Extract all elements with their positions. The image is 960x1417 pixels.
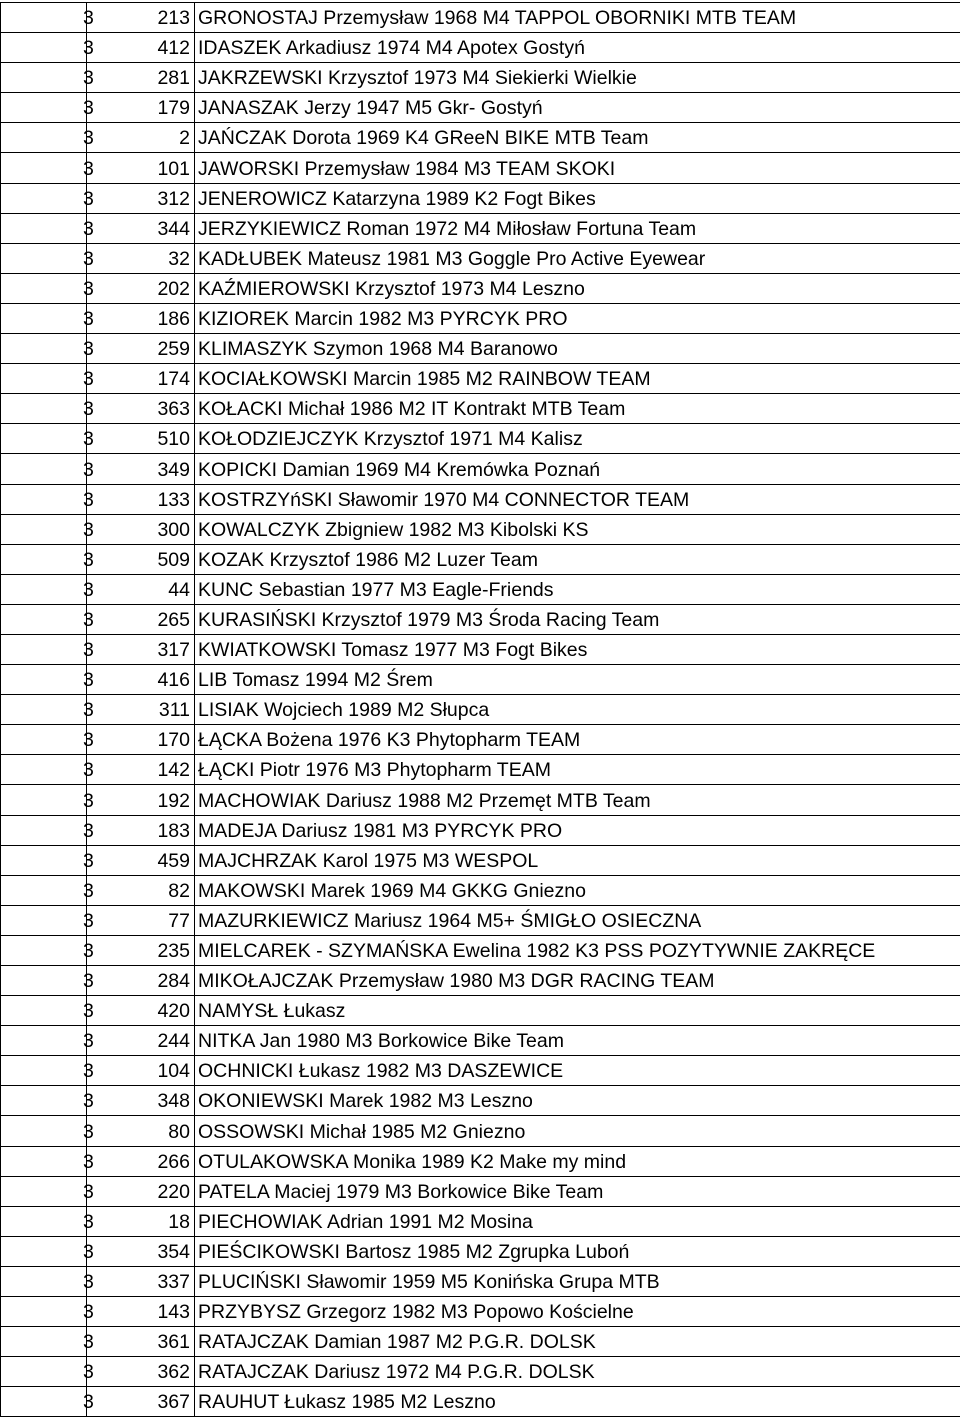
start-number-cell: 80	[87, 1116, 195, 1146]
group-cell: 3	[1, 213, 87, 243]
group-cell: 3	[1, 905, 87, 935]
group-cell: 3	[1, 1116, 87, 1146]
start-number-cell: 44	[87, 574, 195, 604]
participant-entry-cell: LISIAK Wojciech 1989 M2 Słupca	[195, 695, 960, 725]
participant-entry-cell: PIEŚCIKOWSKI Bartosz 1985 M2 Zgrupka Luboń	[195, 1236, 960, 1266]
group-cell: 3	[1, 1357, 87, 1387]
group-cell: 3	[1, 63, 87, 93]
group-cell: 3	[1, 334, 87, 364]
start-number-cell: 265	[87, 604, 195, 634]
table-row	[1, 1026, 960, 1056]
start-number-cell: 311	[87, 695, 195, 725]
group-cell: 3	[1, 33, 87, 63]
participant-entry-cell: RATAJCZAK Dariusz 1972 M4 P.G.R. DOLSK	[195, 1357, 960, 1387]
group-cell: 3	[1, 785, 87, 815]
participant-entry-cell: MAJCHRZAK Karol 1975 M3 WESPOL	[195, 845, 960, 875]
group-cell: 3	[1, 394, 87, 424]
table-row	[1, 1357, 960, 1387]
table-row	[1, 1327, 960, 1357]
group-cell: 3	[1, 153, 87, 183]
group-cell: 3	[1, 1266, 87, 1296]
participants-table	[0, 2, 960, 1417]
table-row	[1, 1266, 960, 1296]
table-row	[1, 725, 960, 755]
start-number-cell: 104	[87, 1056, 195, 1086]
group-cell: 3	[1, 303, 87, 333]
table-row	[1, 905, 960, 935]
start-number-cell: 186	[87, 303, 195, 333]
start-number-cell: 361	[87, 1327, 195, 1357]
participant-entry-cell: PRZYBYSZ Grzegorz 1982 M3 Popowo Kościelne	[195, 1297, 960, 1327]
group-cell: 3	[1, 815, 87, 845]
table-row	[1, 544, 960, 574]
start-number-cell: 420	[87, 996, 195, 1026]
participant-entry-cell: MAKOWSKI Marek 1969 M4 GKKG Gniezno	[195, 875, 960, 905]
table-row	[1, 966, 960, 996]
start-number-cell: 170	[87, 725, 195, 755]
start-number-cell: 244	[87, 1026, 195, 1056]
group-cell: 3	[1, 845, 87, 875]
start-number-cell: 354	[87, 1236, 195, 1266]
participant-entry-cell: OTULAKOWSKA Monika 1989 K2 Make my mind	[195, 1146, 960, 1176]
start-number-cell: 312	[87, 183, 195, 213]
participant-entry-cell: KUNC Sebastian 1977 M3 Eagle-Friends	[195, 574, 960, 604]
participant-entry-cell: MIELCAREK - SZYMAŃSKA Ewelina 1982 K3 PSS POZYTYWNIE ZAKRĘCE	[195, 935, 960, 965]
start-number-cell: 179	[87, 93, 195, 123]
participant-entry-cell: RAUHUT Łukasz 1985 M2 Leszno	[195, 1387, 960, 1417]
start-number-cell: 344	[87, 213, 195, 243]
table-row	[1, 996, 960, 1026]
start-number-cell: 317	[87, 634, 195, 664]
participant-entry-cell: OKONIEWSKI Marek 1982 M3 Leszno	[195, 1086, 960, 1116]
participant-entry-cell: NAMYSŁ Łukasz	[195, 996, 960, 1026]
table-row	[1, 1086, 960, 1116]
start-number-cell: 202	[87, 273, 195, 303]
participant-entry-cell: JANASZAK Jerzy 1947 M5 Gkr- Gostyń	[195, 93, 960, 123]
group-cell: 3	[1, 755, 87, 785]
start-number-cell: 235	[87, 935, 195, 965]
group-cell: 3	[1, 1327, 87, 1357]
start-number-cell: 133	[87, 484, 195, 514]
participant-entry-cell: JAWORSKI Przemysław 1984 M3 TEAM SKOKI	[195, 153, 960, 183]
start-number-cell: 348	[87, 1086, 195, 1116]
start-number-cell: 32	[87, 243, 195, 273]
table-row	[1, 634, 960, 664]
table-row	[1, 1116, 960, 1146]
group-cell: 3	[1, 604, 87, 634]
group-cell: 3	[1, 725, 87, 755]
table-row	[1, 875, 960, 905]
table-row	[1, 3, 960, 33]
group-cell: 3	[1, 1086, 87, 1116]
participant-entry-cell: MIKOŁAJCZAK Przemysław 1980 M3 DGR RACING TEAM	[195, 966, 960, 996]
participant-entry-cell: PIECHOWIAK Adrian 1991 M2 Mosina	[195, 1206, 960, 1236]
start-number-cell: 220	[87, 1176, 195, 1206]
table-row	[1, 1176, 960, 1206]
participants-table-body	[1, 3, 960, 1417]
table-row	[1, 574, 960, 604]
group-cell: 3	[1, 1236, 87, 1266]
group-cell: 3	[1, 3, 87, 33]
start-number-cell: 77	[87, 905, 195, 935]
group-cell: 3	[1, 966, 87, 996]
table-row	[1, 785, 960, 815]
group-cell: 3	[1, 93, 87, 123]
start-number-cell: 281	[87, 63, 195, 93]
start-number-cell: 367	[87, 1387, 195, 1417]
table-row	[1, 604, 960, 634]
participant-entry-cell: KOZAK Krzysztof 1986 M2 Luzer Team	[195, 544, 960, 574]
start-number-cell: 142	[87, 755, 195, 785]
start-number-cell: 284	[87, 966, 195, 996]
table-row	[1, 364, 960, 394]
group-cell: 3	[1, 1387, 87, 1417]
participant-entry-cell: NITKA Jan 1980 M3 Borkowice Bike Team	[195, 1026, 960, 1056]
start-number-cell: 300	[87, 514, 195, 544]
group-cell: 3	[1, 183, 87, 213]
group-cell: 3	[1, 996, 87, 1026]
participant-entry-cell: PLUCIŃSKI Sławomir 1959 M5 Konińska Grupa MTB	[195, 1266, 960, 1296]
participant-entry-cell: JENEROWICZ Katarzyna 1989 K2 Fogt Bikes	[195, 183, 960, 213]
start-number-cell: 266	[87, 1146, 195, 1176]
group-cell: 3	[1, 1146, 87, 1176]
table-row	[1, 394, 960, 424]
participant-entry-cell: KOWALCZYK Zbigniew 1982 M3 Kibolski KS	[195, 514, 960, 544]
table-row	[1, 454, 960, 484]
table-row	[1, 514, 960, 544]
participant-entry-cell: KWIATKOWSKI Tomasz 1977 M3 Fogt Bikes	[195, 634, 960, 664]
group-cell: 3	[1, 364, 87, 394]
group-cell: 3	[1, 935, 87, 965]
start-number-cell: 101	[87, 153, 195, 183]
participant-entry-cell: JERZYKIEWICZ Roman 1972 M4 Miłosław Fortuna Team	[195, 213, 960, 243]
participant-entry-cell: KOPICKI Damian 1969 M4 Kremówka Poznań	[195, 454, 960, 484]
table-row	[1, 815, 960, 845]
table-row	[1, 213, 960, 243]
group-cell: 3	[1, 1297, 87, 1327]
participant-entry-cell: KLIMASZYK Szymon 1968 M4 Baranowo	[195, 334, 960, 364]
group-cell: 3	[1, 514, 87, 544]
group-cell: 3	[1, 875, 87, 905]
participant-entry-cell: IDASZEK Arkadiusz 1974 M4 Apotex Gostyń	[195, 33, 960, 63]
participant-entry-cell: KOŁODZIEJCZYK Krzysztof 1971 M4 Kalisz	[195, 424, 960, 454]
table-row	[1, 123, 960, 153]
participant-entry-cell: KOŁACKI Michał 1986 M2 IT Kontrakt MTB Team	[195, 394, 960, 424]
start-number-cell: 18	[87, 1206, 195, 1236]
start-number-cell: 337	[87, 1266, 195, 1296]
participant-entry-cell: ŁĄCKI Piotr 1976 M3 Phytopharm TEAM	[195, 755, 960, 785]
participant-entry-cell: LIB Tomasz 1994 M2 Śrem	[195, 665, 960, 695]
start-number-cell: 183	[87, 815, 195, 845]
start-number-cell: 363	[87, 394, 195, 424]
participant-entry-cell: OCHNICKI Łukasz 1982 M3 DASZEWICE	[195, 1056, 960, 1086]
participant-entry-cell: JAŃCZAK Dorota 1969 K4 GReeN BIKE MTB Team	[195, 123, 960, 153]
start-number-cell: 362	[87, 1357, 195, 1387]
participant-entry-cell: KURASIŃSKI Krzysztof 1979 M3 Środa Racing Team	[195, 604, 960, 634]
table-row	[1, 153, 960, 183]
table-row	[1, 1206, 960, 1236]
table-row	[1, 935, 960, 965]
participant-entry-cell: KOCIAŁKOWSKI Marcin 1985 M2 RAINBOW TEAM	[195, 364, 960, 394]
participant-entry-cell: OSSOWSKI Michał 1985 M2 Gniezno	[195, 1116, 960, 1146]
group-cell: 3	[1, 454, 87, 484]
table-row	[1, 183, 960, 213]
start-number-cell: 259	[87, 334, 195, 364]
table-row	[1, 755, 960, 785]
table-row	[1, 243, 960, 273]
participant-entry-cell: ŁĄCKA Bożena 1976 K3 Phytopharm TEAM	[195, 725, 960, 755]
table-row	[1, 845, 960, 875]
participant-entry-cell: RATAJCZAK Damian 1987 M2 P.G.R. DOLSK	[195, 1327, 960, 1357]
table-row	[1, 1236, 960, 1266]
start-number-cell: 192	[87, 785, 195, 815]
participant-entry-cell: MADEJA Dariusz 1981 M3 PYRCYK PRO	[195, 815, 960, 845]
start-number-cell: 143	[87, 1297, 195, 1327]
table-row	[1, 1146, 960, 1176]
group-cell: 3	[1, 484, 87, 514]
group-cell: 3	[1, 1056, 87, 1086]
start-number-cell: 82	[87, 875, 195, 905]
start-number-cell: 174	[87, 364, 195, 394]
group-cell: 3	[1, 273, 87, 303]
start-number-cell: 509	[87, 544, 195, 574]
group-cell: 3	[1, 544, 87, 574]
table-row	[1, 1297, 960, 1327]
participant-entry-cell: KAŹMIEROWSKI Krzysztof 1973 M4 Leszno	[195, 273, 960, 303]
start-number-cell: 416	[87, 665, 195, 695]
participant-entry-cell: GRONOSTAJ Przemysław 1968 M4 TAPPOL OBORNIKI MTB TEAM	[195, 3, 960, 33]
group-cell: 3	[1, 1026, 87, 1056]
participant-entry-cell: KADŁUBEK Mateusz 1981 M3 Goggle Pro Active Eyewear	[195, 243, 960, 273]
group-cell: 3	[1, 424, 87, 454]
start-number-cell: 459	[87, 845, 195, 875]
group-cell: 3	[1, 123, 87, 153]
table-row	[1, 665, 960, 695]
table-row	[1, 1056, 960, 1086]
table-row	[1, 93, 960, 123]
table-row	[1, 63, 960, 93]
group-cell: 3	[1, 574, 87, 604]
start-number-cell: 510	[87, 424, 195, 454]
participant-entry-cell: MACHOWIAK Dariusz 1988 M2 Przemęt MTB Team	[195, 785, 960, 815]
group-cell: 3	[1, 1176, 87, 1206]
participant-entry-cell: KOSTRZYńSKI Sławomir 1970 M4 CONNECTOR TEAM	[195, 484, 960, 514]
group-cell: 3	[1, 695, 87, 725]
participant-entry-cell: MAZURKIEWICZ Mariusz 1964 M5+ ŚMIGŁO OSIECZNA	[195, 905, 960, 935]
table-row	[1, 695, 960, 725]
group-cell: 3	[1, 243, 87, 273]
table-row	[1, 33, 960, 63]
group-cell: 3	[1, 665, 87, 695]
group-cell: 3	[1, 1206, 87, 1236]
start-number-cell: 2	[87, 123, 195, 153]
participant-entry-cell: KIZIOREK Marcin 1982 M3 PYRCYK PRO	[195, 303, 960, 333]
group-cell: 3	[1, 634, 87, 664]
start-number-cell: 349	[87, 454, 195, 484]
table-row	[1, 334, 960, 364]
start-number-cell: 412	[87, 33, 195, 63]
table-row	[1, 273, 960, 303]
table-row	[1, 303, 960, 333]
participant-entry-cell: JAKRZEWSKI Krzysztof 1973 M4 Siekierki Wielkie	[195, 63, 960, 93]
participant-entry-cell: PATELA Maciej 1979 M3 Borkowice Bike Team	[195, 1176, 960, 1206]
table-row	[1, 424, 960, 454]
start-number-cell: 213	[87, 3, 195, 33]
table-row	[1, 484, 960, 514]
table-row	[1, 1387, 960, 1417]
